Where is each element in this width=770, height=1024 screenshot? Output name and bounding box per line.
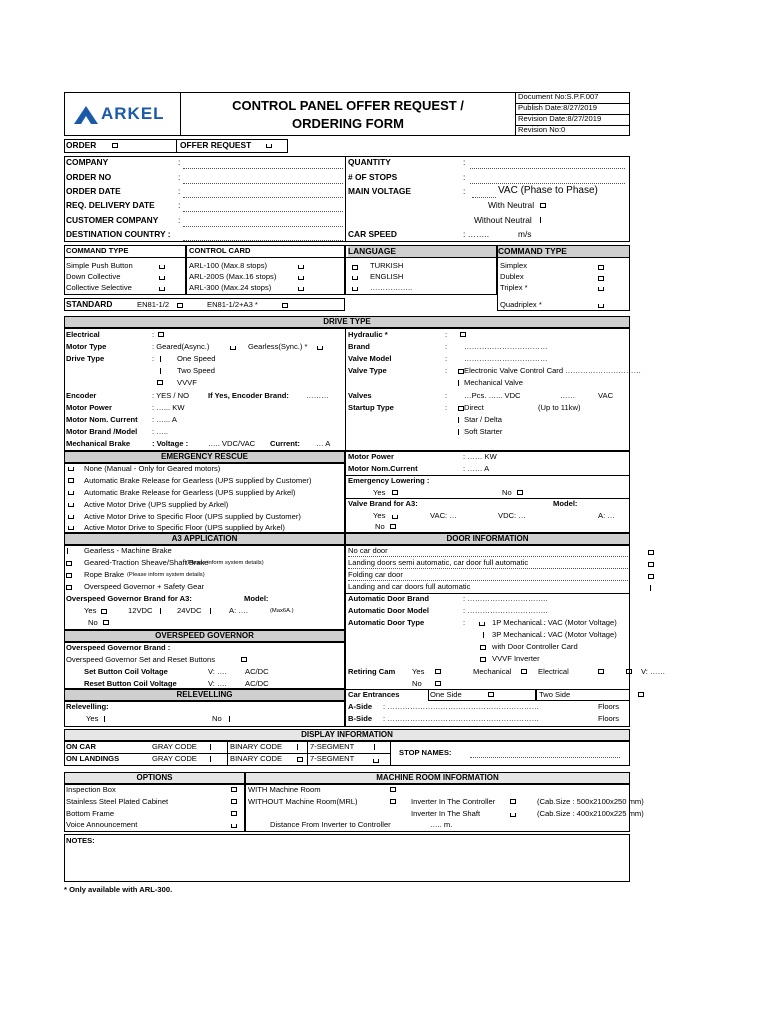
- notes-label: NOTES:: [66, 836, 95, 845]
- car-speed-label: CAR SPEED: [348, 229, 397, 239]
- arl300-checkbox[interactable]: [298, 287, 304, 291]
- destination-input[interactable]: [183, 240, 343, 241]
- folding-door-checkbox[interactable]: [648, 574, 654, 579]
- with-neutral-label: With Neutral: [488, 200, 535, 210]
- og-24vdc-label: 24VDC: [177, 606, 202, 615]
- inverter-controller-label: Inverter In The Controller: [411, 797, 496, 806]
- b-side-label: B-Side: [348, 714, 373, 723]
- two-speed-label: Two Speed: [177, 366, 215, 375]
- brake-voltage-input[interactable]: ….. VDC/VAC: [208, 439, 256, 448]
- distance-label: Distance From Inverter to Controller: [270, 820, 391, 829]
- delivery-date-label: REQ. DELIVERY DATE: [66, 200, 155, 210]
- car-7seg-checkbox[interactable]: [374, 744, 375, 750]
- retiring-no-label: No: [412, 679, 422, 688]
- inspection-box-checkbox[interactable]: [231, 787, 237, 792]
- destination-label: DESTINATION COUNTRY :: [66, 229, 171, 239]
- auto-door-model-input[interactable]: : …………………………..: [463, 606, 548, 615]
- relevelling-no-label: No: [212, 714, 222, 723]
- motor-current-label: Motor Nom. Current: [66, 415, 138, 424]
- on-car-label: ON CAR: [66, 742, 96, 751]
- triplex-checkbox[interactable]: [598, 287, 604, 291]
- distance-input[interactable]: ….. m.: [430, 820, 453, 829]
- hyd-motor-power-label: Motor Power: [348, 452, 394, 461]
- english-label: ENGLISH: [370, 272, 404, 281]
- b-side-floors: Floors: [598, 714, 620, 723]
- colon: :: [445, 354, 448, 363]
- with-machine-room-checkbox[interactable]: [390, 787, 396, 792]
- arl100-label: ARL-100 (Max.8 stops): [189, 261, 268, 270]
- inform-note-2: (Please inform system details): [127, 572, 205, 578]
- revision-no: Revision No:0: [518, 125, 566, 134]
- colon: :: [463, 186, 466, 196]
- gearless-checkbox[interactable]: [317, 346, 323, 350]
- valve-yes-checkbox[interactable]: [392, 515, 398, 519]
- valve-no-label: No: [375, 522, 385, 531]
- set-coil-acdc: AC/DC: [245, 667, 269, 676]
- retiring-mechanical-label: Mechanical: [473, 667, 512, 676]
- order-no-label: ORDER NO: [66, 172, 112, 182]
- geared-traction-checkbox[interactable]: [66, 561, 72, 566]
- retiring-no-checkbox[interactable]: [435, 681, 441, 686]
- stainless-cabinet-checkbox[interactable]: [231, 799, 237, 804]
- hyd-motor-current-label: Motor Nom.Current: [348, 464, 418, 473]
- door-controller-checkbox[interactable]: [480, 645, 486, 650]
- landing-gray-checkbox[interactable]: [210, 756, 211, 762]
- colon: :: [178, 200, 181, 210]
- vvvf-checkbox[interactable]: [157, 380, 163, 385]
- order-no-input[interactable]: [183, 183, 343, 184]
- colon: :: [178, 186, 181, 196]
- car-binary-label: BINARY CODE: [230, 742, 283, 751]
- without-neutral-label: Without Neutral: [474, 215, 532, 225]
- reset-coil-label: Reset Button Coil Voltage: [84, 679, 177, 688]
- amd-floor-arkel-checkbox[interactable]: [68, 526, 74, 530]
- quadriplex-checkbox[interactable]: [598, 304, 604, 308]
- simplex-checkbox[interactable]: [598, 265, 604, 270]
- triplex-label: Triplex *: [500, 283, 528, 292]
- motor-power-label: Motor Power: [66, 403, 112, 412]
- with-neutral-checkbox[interactable]: [540, 203, 546, 208]
- retiring-v-checkbox[interactable]: [626, 669, 632, 674]
- relevelling-no-checkbox[interactable]: [229, 716, 230, 722]
- standard-label: STANDARD: [66, 299, 113, 309]
- motor-type-label: Motor Type: [66, 342, 107, 351]
- car-gray-checkbox[interactable]: [210, 744, 211, 750]
- star-delta-checkbox[interactable]: [458, 417, 459, 423]
- colon: :: [445, 403, 448, 412]
- colon: :: [463, 172, 466, 182]
- inform-note-1: (Please inform system details): [186, 560, 264, 566]
- og-brand-label: Overspeed Governor Brand :: [66, 643, 171, 652]
- colon: :: [463, 157, 466, 167]
- collective-selective-label: Collective Selective: [66, 283, 132, 292]
- up-to-label: (Up to 11kw): [538, 403, 581, 412]
- order-label: ORDER: [66, 140, 97, 150]
- quantity-label: QUANTITY: [348, 157, 391, 167]
- mech-valve-checkbox[interactable]: [458, 380, 459, 386]
- simple-push-button-label: Simple Push Button: [66, 261, 133, 270]
- relevelling-yes-label: Yes: [86, 714, 99, 723]
- inverter-controller-checkbox[interactable]: [510, 799, 516, 804]
- door-controller-label: with Door Controller Card: [492, 642, 578, 651]
- display-title: DISPLAY INFORMATION: [64, 729, 630, 741]
- footnote: * Only available with ARL-300.: [64, 885, 173, 894]
- car-gray-label: GRAY CODE: [152, 742, 197, 751]
- abr-arkel-label: Automatic Brake Release for Gearless (UPS supplied by Arkel): [84, 488, 296, 497]
- arl100-checkbox[interactable]: [298, 265, 304, 269]
- colon: :: [178, 172, 181, 182]
- arl200s-checkbox[interactable]: [298, 276, 304, 280]
- og-model-a3-label: Model:: [244, 594, 269, 603]
- valve-brand-a3-label: Valve Brand for A3:: [348, 499, 418, 508]
- simple-push-checkbox[interactable]: [159, 265, 165, 269]
- car-speed-input[interactable]: : ……..: [463, 229, 490, 239]
- drive-type-label: Drive Type: [66, 354, 105, 363]
- electrical-label: Electrical: [66, 330, 100, 339]
- retiring-yes-label: Yes: [412, 667, 425, 676]
- hyd-motor-power-input[interactable]: : …… KW: [463, 452, 497, 461]
- order-date-input[interactable]: [183, 197, 343, 198]
- og-set-reset-label: Overspeed Governor Set and Reset Buttons: [66, 655, 216, 664]
- full-auto-checkbox[interactable]: [650, 585, 651, 591]
- og-safety-checkbox[interactable]: [66, 585, 72, 590]
- soft-starter-checkbox[interactable]: [458, 429, 459, 435]
- semi-auto-checkbox[interactable]: [648, 562, 654, 567]
- down-collective-label: Down Collective: [66, 272, 121, 281]
- car-binary-checkbox[interactable]: [297, 744, 298, 750]
- machine-room-title: MACHINE ROOM INFORMATION: [245, 772, 630, 784]
- two-speed-checkbox[interactable]: [160, 368, 161, 374]
- valves-input[interactable]: …Pcs. …... VDC: [464, 391, 521, 400]
- colon: :: [178, 157, 181, 167]
- retiring-cam-label: Retiring Cam: [348, 667, 396, 676]
- lowering-no-checkbox[interactable]: [517, 490, 523, 495]
- relevelling-title: RELEVELLING: [64, 689, 345, 701]
- brake-current-label: Current:: [270, 439, 300, 448]
- doc-no: Document No:S.P.F.007: [518, 92, 599, 101]
- mech-brake-label: Mechanical Brake: [66, 439, 131, 448]
- colon: :: [445, 366, 448, 375]
- down-collective-checkbox[interactable]: [159, 276, 165, 280]
- gearless-brake-checkbox[interactable]: [67, 548, 68, 554]
- set-coil-label: Set Button Coil Voltage: [84, 667, 168, 676]
- encoder-label: Encoder: [66, 391, 97, 400]
- auto-door-model-label: Automatic Door Model: [348, 606, 429, 615]
- og-12vdc-label: 12VDC: [128, 606, 153, 615]
- en81-12-checkbox[interactable]: [177, 303, 183, 308]
- amd-arkel-label: Active Motor Drive (UPS supplied by Arkel): [84, 500, 229, 509]
- form-title-line1: CONTROL PANEL OFFER REQUEST /: [232, 98, 464, 113]
- ms-unit: m/s: [518, 229, 532, 239]
- auto-door-type-label: Automatic Door Type: [348, 618, 425, 627]
- inspection-box-label: Inspection Box: [66, 785, 116, 794]
- without-neutral-checkbox[interactable]: [540, 217, 541, 223]
- valve-no-checkbox[interactable]: [390, 524, 396, 529]
- overspeed-title: OVERSPEED GOVERNOR: [64, 630, 345, 642]
- two-side-checkbox[interactable]: [638, 692, 644, 697]
- notes-box[interactable]: [64, 834, 630, 882]
- door-3p-label: 3P Mechanical :: [492, 630, 546, 639]
- customer-company-label: CUSTOMER COMPANY: [66, 215, 159, 225]
- landing-binary-label: BINARY CODE: [230, 754, 283, 763]
- brake-current-input[interactable]: … A: [316, 439, 331, 448]
- og-12vdc-checkbox[interactable]: [160, 608, 161, 614]
- valve-a-input[interactable]: A: …: [598, 511, 615, 520]
- colon: :: [152, 354, 155, 363]
- og-brand-a3-label: Overspeed Governor Brand for A3:: [66, 594, 192, 603]
- motor-brand-label: Motor Brand /Model: [66, 427, 138, 436]
- stop-names-input[interactable]: [470, 757, 620, 758]
- logo-text: ARKEL: [101, 104, 165, 123]
- voice-announcement-label: Voice Announcement: [66, 820, 138, 829]
- valve-yes-label: Yes: [373, 511, 386, 520]
- stops-input[interactable]: [470, 183, 625, 184]
- og-safety-label: Overspeed Governor + Safety Gear: [84, 582, 205, 591]
- full-auto-label: Landing and car doors full automatic: [348, 582, 471, 591]
- hydraulic-label: Hydraulic *: [348, 330, 388, 339]
- publish-date: Publish Date:8/27/2019: [518, 103, 597, 112]
- valve-vac-input[interactable]: VAC: …: [430, 511, 457, 520]
- set-coil-input[interactable]: V: ….: [208, 667, 227, 676]
- relevelling-yes-checkbox[interactable]: [104, 716, 105, 722]
- motor-power-input[interactable]: : …... KW: [152, 403, 185, 412]
- motor-brand-input[interactable]: : …..: [152, 427, 169, 436]
- simplex-label: Simplex: [500, 261, 528, 270]
- one-speed-label: One Speed: [177, 354, 216, 363]
- a-side-label: A-Side: [348, 702, 373, 711]
- amd-floor-customer-label: Active Motor Drive to Specific Floor (UPS supplied by Customer): [84, 512, 301, 521]
- turkish-checkbox[interactable]: [352, 265, 358, 270]
- door-vvvf-label: VVVF Inverter: [492, 654, 540, 663]
- offer-label: OFFER REQUEST: [180, 140, 252, 150]
- landing-gray-label: GRAY CODE: [152, 754, 197, 763]
- colon: :: [152, 330, 155, 339]
- collective-selective-checkbox[interactable]: [159, 287, 165, 291]
- electronic-valve-label: Electronic Valve Control Card …………………………: [464, 366, 642, 375]
- arl200s-label: ARL-200S (Max.16 stops): [189, 272, 277, 281]
- door-3p-checkbox[interactable]: [483, 632, 484, 638]
- reset-coil-acdc: AC/DC: [245, 679, 269, 688]
- amd-arkel-checkbox[interactable]: [68, 503, 74, 507]
- geared-checkbox[interactable]: [230, 346, 236, 350]
- mrl-label: WITHOUT Machine Room(MRL): [248, 797, 358, 806]
- direct-label: Direct: [464, 403, 484, 412]
- dublex-checkbox[interactable]: [598, 276, 604, 281]
- valves-vac-input[interactable]: ……: [560, 391, 576, 400]
- valve-model-label: Valve Model: [348, 354, 392, 363]
- colon: :: [445, 391, 448, 400]
- amd-floor-customer-checkbox[interactable]: [68, 515, 74, 519]
- order-date-label: ORDER DATE: [66, 186, 121, 196]
- semi-auto-label: Landing doors semi automatic, car door full automatic: [348, 558, 529, 567]
- rope-brake-checkbox[interactable]: [66, 573, 72, 578]
- cab-size-1: (Cab.Size : 500x2100x250 mm): [537, 797, 644, 806]
- a-side-input[interactable]: : ……………………………………………………: [383, 702, 540, 711]
- reset-coil-input[interactable]: V: ….: [208, 679, 227, 688]
- other-language-input[interactable]: ……………..: [370, 283, 413, 292]
- hyd-motor-current-input[interactable]: : …… A: [463, 464, 490, 473]
- en81-a3-label: EN81-1/2+A3 *: [207, 300, 258, 309]
- gearless-brake-label: Gearless - Machine Brake: [84, 546, 172, 555]
- encoder-brand-input[interactable]: ………: [306, 391, 329, 400]
- folding-door-label: Folding car door: [348, 570, 403, 579]
- colon: :: [178, 215, 181, 225]
- other-language-checkbox[interactable]: [352, 287, 358, 291]
- a3-title: A3 APPLICATION: [64, 533, 345, 545]
- gearless-label: Gearless(Sync.) *: [248, 342, 308, 351]
- form-title-line2: ORDERING FORM: [292, 116, 404, 131]
- stops-label: # OF STOPS: [348, 172, 398, 182]
- og-24vdc-checkbox[interactable]: [210, 608, 211, 614]
- quantity-input[interactable]: [470, 168, 625, 169]
- geared-traction-label: Geared-Traction Sheave/Shaft Brake: [84, 558, 209, 567]
- lowering-yes-checkbox[interactable]: [392, 490, 398, 495]
- landing-7seg-label: 7-SEGMENT: [310, 754, 355, 763]
- options-title: OPTIONS: [64, 772, 245, 784]
- two-side-label: Two Side: [539, 690, 571, 699]
- one-side-label: One Side: [430, 690, 462, 699]
- brake-voltage-label: : Voltage :: [152, 439, 189, 448]
- hyd-brand-input[interactable]: ……………………………: [464, 342, 548, 351]
- lowering-yes-label: Yes: [373, 488, 386, 497]
- auto-door-brand-label: Automatic Door Brand: [348, 594, 430, 603]
- abr-arkel-checkbox[interactable]: [68, 491, 74, 495]
- vac-phase-label: VAC (Phase to Phase): [498, 185, 598, 196]
- amd-floor-arkel-label: Active Motor Drive to Specific Floor (UPS supplied by Arkel): [84, 523, 285, 532]
- drive-type-title: DRIVE TYPE: [64, 316, 630, 328]
- og-a-input[interactable]: A: ….: [229, 606, 248, 615]
- language-title: LANGUAGE: [348, 246, 496, 257]
- one-speed-checkbox[interactable]: [160, 356, 161, 362]
- door-1p-checkbox[interactable]: [479, 622, 485, 626]
- one-side-checkbox[interactable]: [488, 692, 494, 697]
- offer-checkbox[interactable]: [266, 144, 272, 148]
- door-3p-voltage[interactable]: … VAC (Motor Voltage): [538, 630, 617, 639]
- encoder-value[interactable]: : YES / NO: [152, 391, 189, 400]
- voice-announcement-checkbox[interactable]: [231, 824, 237, 828]
- turkish-label: TURKISH: [370, 261, 404, 270]
- bottom-frame-checkbox[interactable]: [231, 811, 237, 816]
- cab-size-2: (Cab.Size : 400x2100x225 mm): [537, 809, 644, 818]
- rope-brake-label: Rope Brake: [84, 570, 125, 579]
- main-voltage-label: MAIN VOLTAGE: [348, 186, 411, 196]
- valve-model-a3-label: Model:: [553, 499, 578, 508]
- bottom-frame-label: Bottom Frame: [66, 809, 115, 818]
- motor-current-input[interactable]: : …... A: [152, 415, 177, 424]
- inverter-shaft-checkbox[interactable]: [510, 813, 516, 817]
- colon: :: [463, 618, 466, 627]
- colon: :: [445, 342, 448, 351]
- with-machine-room-label: WITH Machine Room: [248, 785, 321, 794]
- landing-binary-checkbox[interactable]: [297, 757, 303, 762]
- abr-customer-label: Automatic Brake Release for Gearless (UPS supplied by Customer): [84, 476, 312, 485]
- none-manual-checkbox[interactable]: [68, 467, 74, 471]
- auto-door-brand-input[interactable]: : …………………………..: [463, 594, 548, 603]
- delivery-date-input[interactable]: [183, 211, 343, 212]
- vvvf-label: VVVF: [177, 378, 197, 387]
- none-manual-label: None (Manual - Only for Geared motors): [84, 464, 221, 473]
- quadriplex-label: Quadriplex *: [500, 300, 542, 309]
- emergency-lowering-label: Emergency Lowering :: [348, 476, 430, 485]
- retiring-v-input[interactable]: V: ……: [641, 667, 666, 676]
- og-no-checkbox[interactable]: [103, 620, 109, 625]
- og-no-label: No: [88, 618, 98, 627]
- b-side-input[interactable]: : ……………………………………………………: [383, 714, 540, 723]
- emergency-title: EMERGENCY RESCUE: [64, 451, 345, 463]
- command-type-left-title: COMMAND TYPE: [66, 246, 129, 255]
- english-checkbox[interactable]: [352, 276, 358, 280]
- valve-model-input[interactable]: ……………………………: [464, 354, 548, 363]
- door-1p-label: 1P Mechanical :: [492, 618, 546, 627]
- no-car-door-label: No car door: [348, 546, 388, 555]
- arkel-logo-icon: [72, 104, 100, 126]
- og-set-reset-checkbox[interactable]: [241, 657, 247, 662]
- stop-names-label: STOP NAMES:: [399, 748, 452, 757]
- lowering-no-label: No: [502, 488, 512, 497]
- door-title: DOOR INFORMATION: [345, 533, 630, 545]
- stainless-cabinet-label: Stainless Steel Plated Cabinet: [66, 797, 169, 806]
- arl300-label: ARL-300 (Max.24 stops): [189, 283, 272, 292]
- inverter-shaft-label: Inverter In The Shaft: [411, 809, 481, 818]
- star-delta-label: Star / Delta: [464, 415, 502, 424]
- mrl-checkbox[interactable]: [390, 799, 396, 804]
- no-car-door-checkbox[interactable]: [648, 550, 654, 555]
- startup-type-label: Startup Type: [348, 403, 394, 412]
- retiring-yes-checkbox[interactable]: [435, 669, 441, 674]
- og-yes-checkbox[interactable]: [101, 609, 107, 614]
- encoder-brand-label: If Yes, Encoder Brand:: [208, 391, 289, 400]
- control-card-title: CONTROL CARD: [189, 246, 251, 255]
- en81-a3-checkbox[interactable]: [282, 303, 288, 308]
- car-entrances-label: Car Entrances: [348, 690, 400, 699]
- voltage-input[interactable]: [472, 197, 496, 198]
- abr-customer-checkbox[interactable]: [68, 478, 74, 483]
- hyd-brand-label: Brand: [348, 342, 370, 351]
- og-max-note: (Max6A.): [270, 608, 294, 614]
- car-7seg-label: 7-SEGMENT: [310, 742, 355, 751]
- retiring-mechanical-checkbox[interactable]: [521, 669, 527, 674]
- valve-type-label: Valve Type: [348, 366, 387, 375]
- order-checkbox[interactable]: [112, 143, 118, 148]
- mech-valve-label: Mechanical Valve: [464, 378, 523, 387]
- retiring-electrical-checkbox[interactable]: [598, 669, 604, 674]
- company-label: COMPANY: [66, 157, 109, 167]
- company-input[interactable]: [183, 168, 343, 169]
- landing-7seg-checkbox[interactable]: [373, 759, 379, 763]
- dublex-label: Dublex: [500, 272, 524, 281]
- door-vvvf-checkbox[interactable]: [480, 657, 486, 662]
- electrical-checkbox[interactable]: [158, 332, 164, 337]
- valve-vdc-input[interactable]: VDC: …: [498, 511, 526, 520]
- soft-starter-label: Soft Starter: [464, 427, 503, 436]
- valves-vac-unit: VAC: [598, 391, 614, 400]
- retiring-electrical-label: Electrical: [538, 667, 569, 676]
- revision-date: Revision Date:8/27/2019: [518, 114, 602, 123]
- geared-label: : Geared(Async.): [152, 342, 210, 351]
- og-yes-label: Yes: [84, 606, 97, 615]
- on-landings-label: ON LANDINGS: [66, 754, 120, 763]
- colon: :: [445, 330, 448, 339]
- valves-label: Valves: [348, 391, 372, 400]
- customer-company-input[interactable]: [183, 226, 343, 227]
- command-type-right-title: COMMAND TYPE: [498, 246, 629, 257]
- en81-12-label: EN81-1/2: [137, 300, 170, 309]
- relevelling-label: Relevelling:: [66, 702, 109, 711]
- door-1p-voltage[interactable]: … VAC (Motor Voltage): [538, 618, 617, 627]
- a-side-floors: Floors: [598, 702, 620, 711]
- hydraulic-checkbox[interactable]: [460, 332, 466, 337]
